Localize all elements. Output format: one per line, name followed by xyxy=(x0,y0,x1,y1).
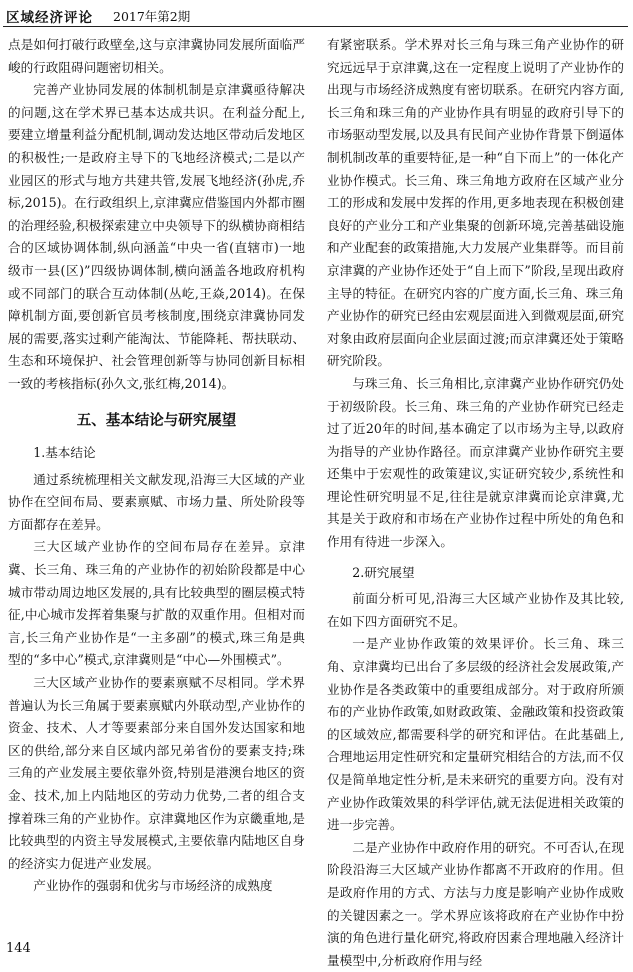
paragraph: 三大区域产业协作的空间布局存在差异。京津冀、长三角、珠三角的产业协作的初始阶段都是中心城市带动周边地区发展的,具有比较典型的圈层模式特征,中心城市发挥着集聚与扩散的双重作用。但相对而言,长三角产业协作是“一主多副”的模式,珠三角是典型的“多中心”模式,京津冀则是“中心—外围模式”。 xyxy=(8,539,305,668)
left-column xyxy=(8,34,305,898)
subsection-title: 2.研究展望 xyxy=(352,564,415,580)
paragraph: 产业协作的强弱和优劣与市场经济的成熟度 xyxy=(33,878,273,894)
paragraph: 完善产业协同发展的体制机制是京津冀亟待解决的问题,这在学术界已基本达成共识。在利益分配上,要建立增量利益分配机制,调动发达地区带动后发地区的积极性;一是政府主导下的飞地经济模式;二是以产业园区的形式与地方共建共管,发展飞地经济(孙虎,乔标,2015)。在行政组织上,京津冀应借鉴国内外都市圈的治理经验,积极探索建立中央领导下的纵横协商相结合的区域协调体制,纵向涵盖“中央一省(直辖市)一地级市一县(区)”四级协调体制,横向涵盖各地政府机构或不同部门的联合互动体制(丛屹,王焱,2014)。在保障机制方面,要创新官员考核制度,围绕京津冀协同发展的需要,落实过剩产能淘汰、节能降耗、帮扶联动、生态和环境保护、社会管理创新等与协同创新目标相一致的考核指标(孙久文,张红梅,2014)。 xyxy=(8,82,305,391)
paragraph: 与珠三角、长三角相比,京津冀产业协作研究仍处于初级阶段。长三角、珠三角的产业协作研究已经走过了近20年的时间,基本确定了以市场为主导,以政府为指导的产业协作路径。而京津冀产业协作研究主要还集中于宏观性的政策建议,实证研究较少,系统性和理论性研究明显不足,往往是就京津冀而论京津冀,尤其是关于政府和市场在产业协作过程中所处的角色和作用有待进一步深入。 xyxy=(327,375,624,550)
paragraph: 二是产业协作中政府作用的研究。不可否认,在现阶段沿海三大区域产业协作都离不开政府的作用。但是政府作用的方式、方法与力度是影响产业协作成败的关键因素之一。学术界应该将政府在产业协作中扮演的角色进行量化研究,将政府因素合理地融入经济计量模型中,分析政府作用与经 xyxy=(327,839,624,968)
page-number: 144 xyxy=(6,941,31,956)
running-header xyxy=(3,4,628,28)
right-column xyxy=(327,34,624,972)
issue-label: 2017年第2期 xyxy=(113,9,191,24)
subsection-title: 1.基本结论 xyxy=(33,445,96,461)
paragraph: 三大区域产业协作的要素禀赋不尽相同。学术界普遍认为长三角属于要素禀赋内外联动型,产业协作的资金、技术、人才等要素部分来自国外发达国家和地区的供给,部分来自区域内部兄弟省份的要素支持;珠三角的产业发展主要依靠外资,特别是港澳台地区的资金、技术,加上内陆地区的劳动力优势,二者的组合支撑着珠三角的产业协作。京津冀地区作为京畿重地,是比较典型的内资主导发展模式,主要依靠内陆地区自身的经济实力促进产业发展。 xyxy=(8,675,305,871)
journal-name: 区域经济评论 xyxy=(6,10,93,26)
section-title: 五、基本结论与研究展望 xyxy=(76,412,237,429)
paragraph: 有紧密联系。学术界对长三角与珠三角产业协作的研究远远早于京津冀,这在一定程度上说明了产业协作的出现与市场经济成熟度有密切联系。在研究内容方面,长三角和珠三角的产业协作具有明显的政府引导下的市场驱动型发展,以及具有民间产业协作背景下倒逼体制机制改革的重要特征,是一种“自下而上”的一体化产业协作模式。长三角、珠三角地方政府在区域产业分工的形成和发展中发挥的作用,更多地表现在积极创建良好的产业分工和产业集聚的创新环境,完善基础设施和产业配套的政策措施,大力发展产业集群等。而目前京津冀的产业协作还处于“自上而下”阶段,呈现出政府主导的特征。在研究内容的广度方面,长三角、珠三角产业协作的研究已经由宏观层面进入到微观层面,研究对象由政府层面向企业层面过渡;而京津冀还处于策略研究阶段。 xyxy=(327,37,624,369)
paragraph: 通过系统梳理相关文献发现,沿海三大区域的产业协作在空间布局、要素禀赋、市场力量、所处阶段等方面都存在差异。 xyxy=(8,471,305,532)
header-rule xyxy=(3,26,628,27)
paragraph: 点是如何打破行政壁垒,这与京津冀协同发展所面临严峻的行政阻碍问题密切相关。 xyxy=(8,37,305,75)
paragraph: 一是产业协作政策的效果评价。长三角、珠三角、京津冀均已出台了多层级的经济社会发展政策,产业协作是各类政策中的重要组成部分。对于政府所颁布的产业协作政策,如财政政策、金融政策和投资政策的区域效应,都需要科学的研究和评估。在此基础上,合理地运用定性研究和定量研究相结合的方法,而不仅仅是简单地定性分析,是未来研究的重要方向。没有对产业协作政策效果的科学评估,就无法促进相关政策的进一步完善。 xyxy=(327,636,624,833)
paragraph: 前面分析可见,沿海三大区域产业协作及其比较,在如下四方面研究不足。 xyxy=(327,591,624,629)
